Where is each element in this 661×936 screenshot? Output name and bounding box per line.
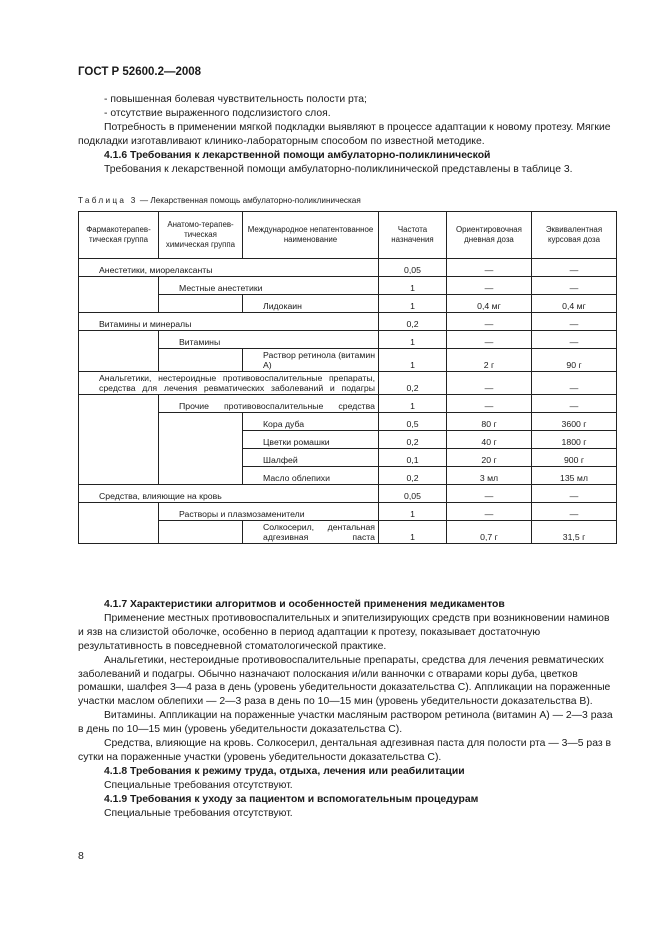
table-row [79, 313, 617, 331]
daily-dose-cell: — [447, 259, 532, 277]
course-dose-cell: 31,5 г [532, 521, 617, 544]
drug-name-cell: Кора дуба [243, 413, 379, 431]
daily-dose-cell: — [447, 485, 532, 503]
table-row [79, 413, 617, 431]
header-cell: Частота назначения [379, 212, 447, 259]
course-dose-cell: 3600 г [532, 413, 617, 431]
course-dose-cell: — [532, 372, 617, 395]
document-header: ГОСТ Р 52600.2—2008 [78, 66, 202, 78]
subgroup-name-cell: Растворы и плазмозаменители [159, 503, 379, 521]
group-name-cell: Витамины и минералы [79, 313, 379, 331]
course-dose-cell: 90 г [532, 349, 617, 372]
list-item: - повышенная болевая чувствительность полости рта; [104, 94, 367, 105]
body-block [78, 598, 616, 821]
course-dose-cell: — [532, 313, 617, 331]
frequency-cell: 0,2 [379, 431, 447, 449]
course-dose-cell: — [532, 485, 617, 503]
daily-dose-cell: — [447, 395, 532, 413]
paragraph: Потребность в применении мягкой подкладки выявляют в процессе адаптации к новому протезу. Мягкие подкладки изготавливают клинико-лабораторным способом по известной методике. [78, 121, 611, 147]
header-cell: Эквивалентная курсовая доза [532, 212, 617, 259]
paragraph: Специальные требования отсутствуют. [104, 779, 293, 791]
frequency-cell: 0,5 [379, 413, 447, 431]
course-dose-cell: 900 г [532, 449, 617, 467]
course-dose-cell: 1800 г [532, 431, 617, 449]
course-dose-cell: — [532, 277, 617, 295]
daily-dose-cell: 2 г [447, 349, 532, 372]
header-cell: Международное непатентованное наименование [243, 212, 379, 259]
table-caption: Таблица 3 — Лекарственная помощь амбулаторно-поликлиническая [78, 196, 361, 205]
daily-dose-cell: 20 г [447, 449, 532, 467]
drug-name-cell: Масло облепихи [243, 467, 379, 485]
course-dose-cell: — [532, 259, 617, 277]
frequency-cell: 0,05 [379, 485, 447, 503]
paragraph: Витамины. Аппликации на пораженные участки масляным раствором ретинола (витамин А) — 2—3 раза в день по 10—15 мин (уровень убедительности доказательства С). [78, 710, 613, 736]
subgroup-name-cell: Местные анестетики [159, 277, 379, 295]
drug-name-cell: Цветки ромашки [243, 431, 379, 449]
drug-name-cell: Шалфей [243, 449, 379, 467]
daily-dose-cell: — [447, 313, 532, 331]
empty-cell [159, 349, 243, 372]
drug-name-cell: Солкосерил, дентальная адгезивная паста [243, 521, 379, 544]
frequency-cell: 0,05 [379, 259, 447, 277]
paragraph: Анальгетики, нестероидные противовоспалительные препараты, средства для лечения ревматических заболеваний и подагры. Обычно назначают полоскания и/или ванночки с отварами коры дуба, цветков ромашки, шалфея 3—4 раза в день (уровень убедительности доказательства С). Аппликации на пораженные участки маслом облепихи — 2—3 раза в день по 10—15 мин (уровень убедительности доказательства В). [78, 654, 611, 708]
daily-dose-cell: 0,7 г [447, 521, 532, 544]
course-dose-cell: — [532, 395, 617, 413]
frequency-cell: 1 [379, 521, 447, 544]
empty-cell [159, 521, 243, 544]
frequency-cell: 1 [379, 503, 447, 521]
course-dose-cell: 135 мл [532, 467, 617, 485]
table-row [79, 485, 617, 503]
paragraph: Применение местных противовоспалительных и эпителизирующих средств при возникновении наминов и язв на слизистой оболочке, особенно в период адаптации к протезу, показывает достаточную результативность в повседневной стоматологической практике. [78, 612, 610, 652]
table-row [79, 331, 617, 349]
empty-cell [79, 395, 159, 485]
list-item: - отсутствие выраженного подслизистого слоя. [104, 107, 331, 119]
drug-name-cell: Лидокаин [243, 295, 379, 313]
course-dose-cell: — [532, 503, 617, 521]
section-heading-4-1-8: 4.1.8 Требования к режиму труда, отдыха, лечения или реабилитации [104, 765, 465, 777]
group-name-cell: Анальгетики, нестероидные противовоспалительные препараты, средства для лечения ревматических заболеваний и подагры [79, 372, 379, 395]
table-row [79, 372, 617, 395]
subgroup-name-cell: Прочие противовоспалительные средства [159, 395, 379, 413]
page-number: 8 [78, 850, 84, 862]
frequency-cell: 0,2 [379, 467, 447, 485]
empty-cell [159, 413, 243, 485]
frequency-cell: 1 [379, 331, 447, 349]
daily-dose-cell: — [447, 503, 532, 521]
group-name-cell: Средства, влияющие на кровь [79, 485, 379, 503]
empty-cell [79, 503, 159, 544]
daily-dose-cell: 0,4 мг [447, 295, 532, 313]
subgroup-name-cell: Витамины [159, 331, 379, 349]
frequency-cell: 1 [379, 295, 447, 313]
frequency-cell: 0,2 [379, 313, 447, 331]
frequency-cell: 0,2 [379, 372, 447, 395]
empty-cell [159, 295, 243, 313]
frequency-cell: 0,1 [379, 449, 447, 467]
frequency-cell: 1 [379, 349, 447, 372]
course-dose-cell: — [532, 331, 617, 349]
section-heading-4-1-7: 4.1.7 Характеристики алгоритмов и особенностей применения медикаментов [104, 599, 505, 610]
table-row [79, 349, 617, 372]
paragraph: Специальные требования отсутствуют. [104, 807, 293, 819]
frequency-cell: 1 [379, 277, 447, 295]
table-row [79, 503, 617, 521]
header-cell: Ориентировочная дневная доза [447, 212, 532, 259]
paragraph: Средства, влияющие на кровь. Солкосерил, дентальная адгезивная паста для полости рта — 3—5 раз в сутки на пораженные участки (уровень убедительности доказательства С). [78, 738, 612, 763]
table-row [79, 521, 617, 544]
table-row [79, 277, 617, 295]
group-name-cell: Анестетики, миорелаксанты [79, 259, 379, 277]
daily-dose-cell: — [447, 277, 532, 295]
section-heading-4-1-6: 4.1.6 Требования к лекарственной помощи амбулаторно-поликлинической [104, 149, 491, 161]
course-dose-cell: 0,4 мг [532, 295, 617, 313]
daily-dose-cell: — [447, 331, 532, 349]
header-cell: Анатомо-терапев-тическая химическая группа [159, 212, 243, 259]
table-header-row [79, 212, 617, 259]
frequency-cell: 1 [379, 395, 447, 413]
table-row [79, 259, 617, 277]
empty-cell [79, 277, 159, 313]
daily-dose-cell: 3 мл [447, 467, 532, 485]
paragraph: Требования к лекарственной помощи амбулаторно-поликлинической представлены в таблице 3. [104, 163, 573, 175]
daily-dose-cell: 40 г [447, 431, 532, 449]
table-row [79, 395, 617, 413]
table-row [79, 295, 617, 313]
drug-name-cell: Раствор ретинола (витамин А) [243, 349, 379, 372]
daily-dose-cell: 80 г [447, 413, 532, 431]
empty-cell [79, 331, 159, 372]
header-cell: Фармакотерапев-тическая группа [79, 212, 159, 259]
section-heading-4-1-9: 4.1.9 Требования к уходу за пациентом и вспомогательным процедурам [104, 793, 479, 805]
daily-dose-cell: — [447, 372, 532, 395]
medication-table [78, 211, 617, 544]
intro-block [78, 93, 616, 176]
